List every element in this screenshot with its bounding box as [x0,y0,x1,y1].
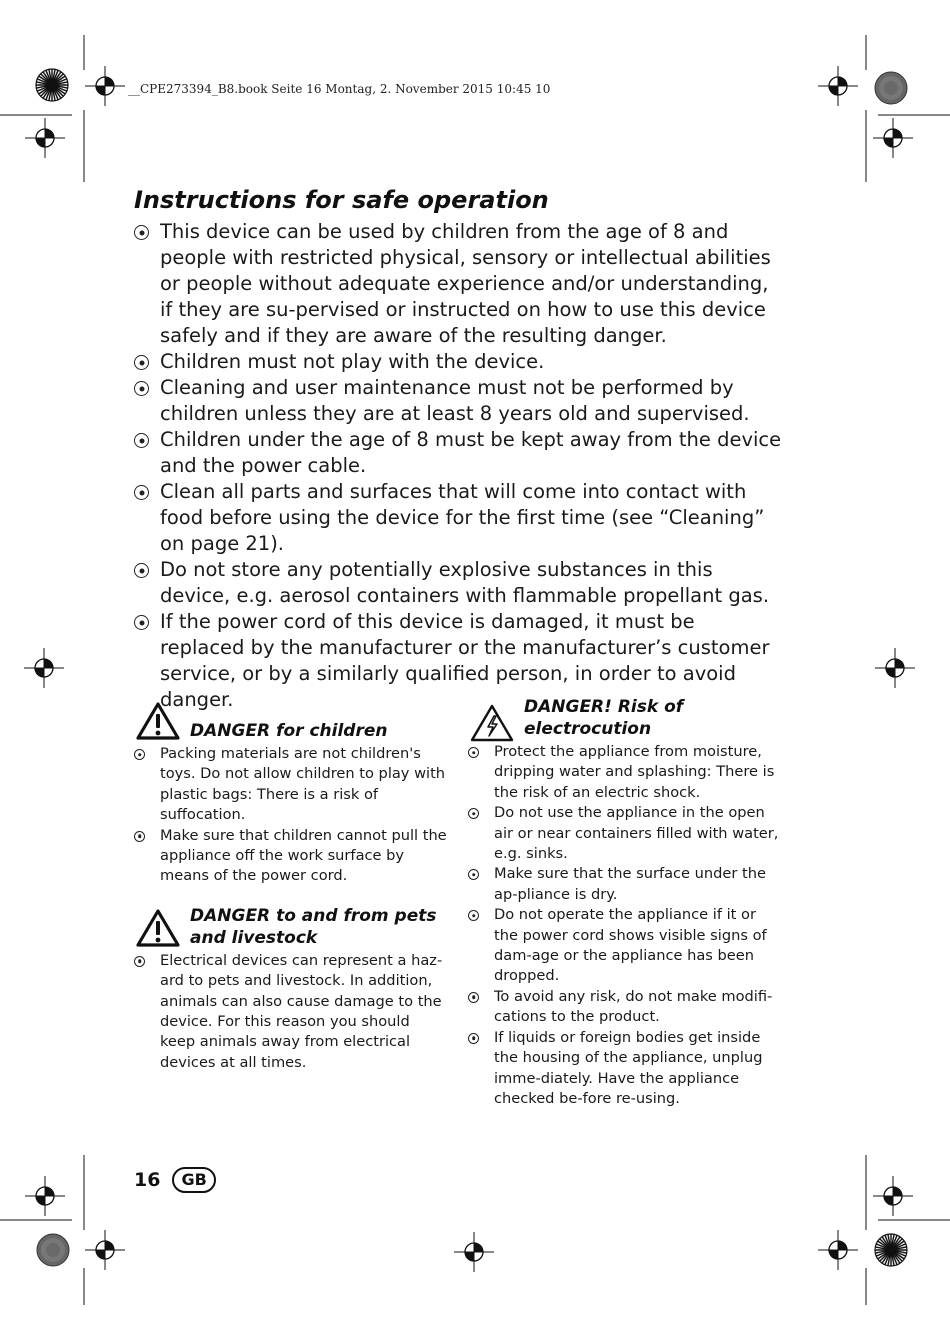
circle-bullet-icon [468,747,479,758]
danger-pets-heading [134,905,448,949]
danger-electrocution-heading [468,696,724,740]
danger-children-title: DANGER for children [190,721,388,741]
list-item: Children must not play with the device. [134,349,784,375]
circle-bullet-icon [468,1033,479,1044]
danger-pets-list [134,951,448,1073]
list-item: Make sure that children cannot pull the appliance off the work surface by means of the power cord. [134,826,448,887]
circle-bullet-icon [468,808,479,819]
circle-bullet-icon [468,910,479,921]
danger-pets-title: DANGER to and from pets and livestock [190,905,437,948]
section-title: Instructions for safe operation [134,186,549,214]
right-column [468,696,782,1109]
circle-bullet-icon [134,956,145,967]
danger-electrocution-list [468,742,782,1109]
left-column [134,700,448,1073]
circle-bullet-icon [134,381,149,396]
language-badge: GB [172,1167,215,1193]
circle-bullet-icon [468,869,479,880]
circle-bullet-icon [134,831,145,842]
list-item: To avoid any risk, do not make modifi-cations to the product. [468,987,782,1028]
circle-bullet-icon [468,992,479,1003]
list-item: Protect the appliance from moisture, dripping water and splashing: There is the risk of an electric shock. [468,742,782,803]
print-header-info: __CPE273394_B8.book Seite 16 Montag, 2. November 2015 10:45 10 [128,82,551,96]
circle-bullet-icon [134,433,149,448]
warning-triangle-icon [136,909,180,947]
danger-children-list [134,744,448,887]
circle-bullet-icon [134,225,149,240]
list-item: Packing materials are not children's toys. Do not allow children to play with plastic bags: There is a risk of suffocation. [134,744,448,826]
safety-instructions-list [134,219,784,713]
page-footer [134,1165,216,1195]
circle-bullet-icon [134,615,149,630]
list-item: Do not operate the appliance if it or the power cord shows visible signs of dam-age or the appliance has been dropped. [468,905,782,987]
list-item: Clean all parts and surfaces that will come into contact with food before using the device for the first time (see “Cleaning” on page 21). [134,479,784,557]
list-item: This device can be used by children from the age of 8 and people with restricted physical, sensory or intellectual abilities or people without adequate experience and/or understanding, if they are su-pervised or instructed on how to use this device safely and if they are aware of the resulting danger. [134,219,784,349]
list-item: Do not use the appliance in the open air or near containers filled with water, e.g. sinks. [468,803,782,864]
list-item: If the power cord of this device is damaged, it must be replaced by the manufacturer or the manufacturer’s customer service, or by a similarly qualified person, in order to avoid danger. [134,609,784,713]
danger-electrocution-title: DANGER! Risk of electrocution [524,697,684,739]
warning-triangle-icon [136,702,180,740]
danger-children-heading [134,700,448,742]
list-item: Children under the age of 8 must be kept away from the device and the power cable. [134,427,784,479]
list-item: Make sure that the surface under the ap-pliance is dry. [468,864,782,905]
page-number: 16 [134,1169,161,1191]
list-item: Cleaning and user maintenance must not be performed by children unless they are at least 8 years old and supervised. [134,375,784,427]
circle-bullet-icon [134,355,149,370]
list-item: Do not store any potentially explosive substances in this device, e.g. aerosol containers with flammable propellant gas. [134,557,784,609]
circle-bullet-icon [134,749,145,760]
list-item: If liquids or foreign bodies get inside the housing of the appliance, unplug imme-diately. Have the appliance checked be-fore re-using. [468,1028,782,1110]
list-item: Electrical devices can represent a haz-ard to pets and livestock. In addition, animals can also cause damage to the device. For this reason you should keep animals away from electrical devices at all times. [134,951,448,1073]
electric-hazard-icon [470,704,514,742]
circle-bullet-icon [134,485,149,500]
circle-bullet-icon [134,563,149,578]
